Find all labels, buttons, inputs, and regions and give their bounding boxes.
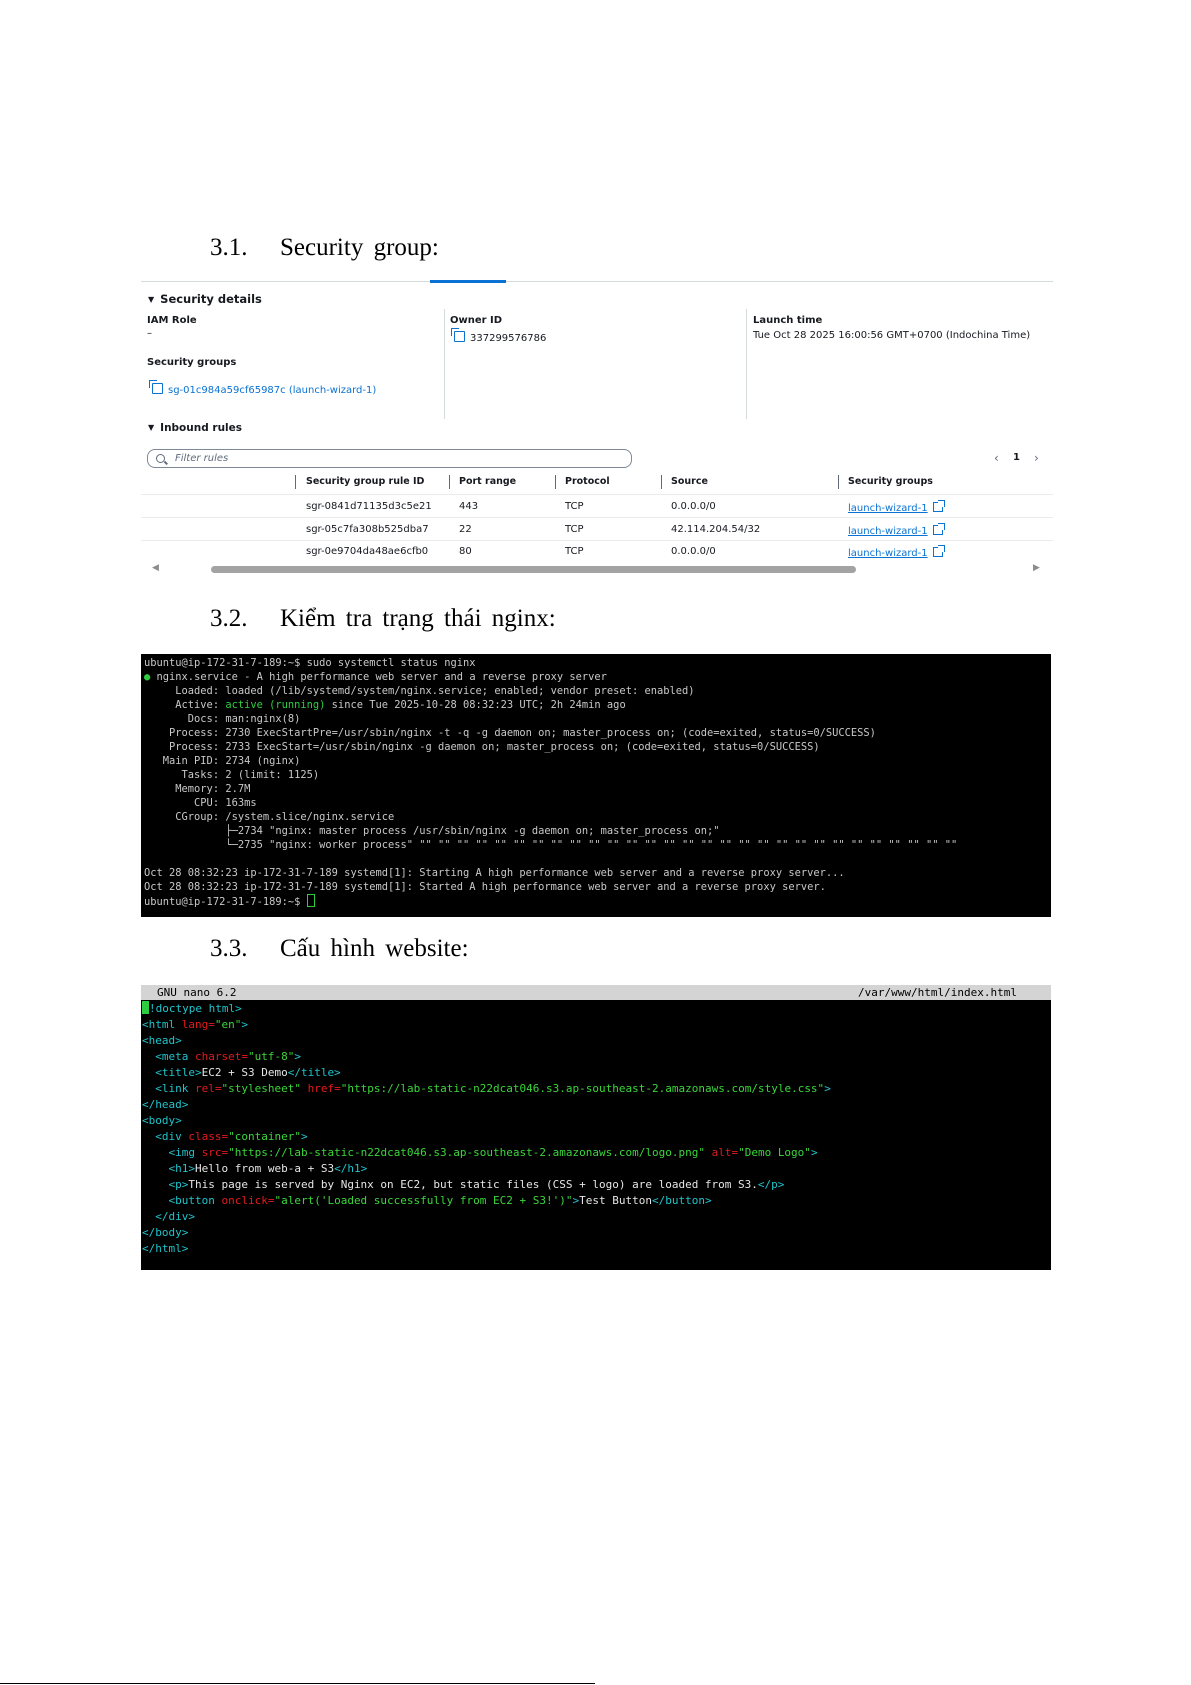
security-group-cell-text: launch-wizard-1 [848,526,928,537]
owner-id-label: Owner ID [450,315,503,326]
filter-placeholder: Filter rules [175,453,229,464]
section-heading-3-2 [210,605,556,633]
nginx-status-terminal [141,654,1051,917]
code-line: <div class="container"> [155,1130,308,1143]
scroll-left-icon[interactable]: ◀ [152,563,159,573]
page-number[interactable]: 1 [1013,452,1020,463]
external-link-icon [933,525,943,535]
launch-time-value: Tue Oct 28 2025 16:00:56 GMT+0700 (Indochina Time) [753,330,1031,341]
protocol-cell: TCP [565,501,584,512]
code-line: <body> [142,1114,182,1127]
section-title: Cấu hình website: [280,935,469,962]
terminal-line: Oct 28 08:32:23 ip-172-31-7-189 systemd[1]: Starting A high performance web server and a reverse proxy server... [144,867,845,879]
active-tab-indicator [430,280,506,283]
copy-icon[interactable] [152,383,163,394]
terminal-line: ubuntu@ip-172-31-7-189:~$ sudo systemctl status nginx [144,657,476,669]
terminal-line: Process: 2733 ExecStart=/usr/sbin/nginx -g daemon on; master_process on; (code=exited, status=0/SUCCESS) [144,741,820,753]
filter-rules-input[interactable] [147,449,632,468]
tab-divider [141,281,1053,282]
footnote-rule [0,1683,595,1684]
code-line: </div> [155,1210,195,1223]
terminal-line: ├─2734 "nginx: master process /usr/sbin/nginx -g daemon on; master_process on;" [144,825,720,837]
terminal-line: Memory: 2.7M [144,783,251,795]
column-header: Source [671,476,708,487]
service-line: nginx.service - A high performance web server and a reverse proxy server [156,671,607,683]
active-suffix: since Tue 2025-10-28 08:32:23 UTC; 2h 24min ago [325,699,626,711]
section-heading-3-3 [210,935,469,963]
active-prefix: Active: [144,699,226,711]
code-line: </head> [142,1098,189,1111]
security-groups-label: Security groups [147,357,237,368]
source-cell: 42.114.204.54/32 [671,524,761,535]
section-title: Kiểm tra trạng thái nginx: [280,605,556,632]
source-cell: 0.0.0.0/0 [671,501,716,512]
port-range-cell: 80 [459,546,472,557]
column-header: Security group rule ID [306,476,425,487]
port-range-cell: 22 [459,524,472,535]
code-line: <link rel="stylesheet" href="https://lab-static-n22dcat046.s3.ap-southeast-2.amazonaws.com/style.css"> [155,1082,831,1095]
iam-role-label: IAM Role [147,315,197,326]
column-header: Port range [459,476,517,487]
inbound-rules-title: Inbound rules [160,422,243,434]
code-line: </body> [142,1226,189,1239]
launch-time-label: Launch time [753,315,823,326]
security-group-cell-link[interactable] [848,524,943,537]
terminal-line: CGroup: /system.slice/nginx.service [144,811,395,823]
status-dot-icon: ● [144,671,151,683]
owner-id-text: 337299576786 [470,333,547,344]
caret-down-icon: ▼ [148,295,155,304]
rule-id-cell: sgr-0841d71135d3c5e21 [306,501,432,512]
column-header: Protocol [565,476,610,487]
terminal-line: Oct 28 08:32:23 ip-172-31-7-189 systemd[1]: Started A high performance web server and a reverse proxy server. [144,881,826,893]
section-number: 3.3. [210,935,248,962]
horizontal-scrollbar[interactable] [211,566,856,573]
external-link-icon [933,502,943,512]
column-separator [661,475,662,489]
inbound-rules-header[interactable] [148,422,242,434]
rule-id-cell: sgr-0e9704da48ae6cfb0 [306,546,429,557]
terminal-line: Process: 2730 ExecStartPre=/usr/sbin/nginx -t -q -g daemon on; master_process on; (code=exited, status=0/SUCCESS) [144,727,876,739]
source-cell: 0.0.0.0/0 [671,546,716,557]
aws-security-panel [141,279,1053,585]
port-range-cell: 443 [459,501,479,512]
nano-file-path: /var/www/html/index.html [858,986,1017,999]
security-details-header[interactable] [148,292,262,306]
protocol-cell: TCP [565,546,584,557]
section-title: Security group: [280,234,439,261]
section-heading-3-1 [210,234,439,262]
row-divider [141,540,1053,541]
next-page-icon[interactable]: › [1034,451,1039,465]
active-state: active (running) [225,699,326,711]
code-line: <h1>Hello from web-a + S3</h1> [168,1162,368,1175]
code-line: <html lang="en"> [142,1018,248,1031]
iam-role-value: – [147,328,152,339]
security-group-link[interactable] [152,382,376,396]
terminal-line: Main PID: 2734 (nginx) [144,755,301,767]
security-group-cell-text: launch-wizard-1 [848,548,928,559]
protocol-cell: TCP [565,524,584,535]
security-group-link-text: sg-01c984a59cf65987c (launch-wizard-1) [168,385,377,396]
code-line: <button onclick="alert('Loaded successfully from EC2 + S3!')">Test Button</button> [168,1194,712,1207]
search-icon [156,454,165,463]
code-line: <meta charset="utf-8"> [155,1050,301,1063]
row-divider [141,494,1053,495]
terminal-line: Loaded: loaded (/lib/systemd/system/nginx.service; enabled; vendor preset: enabled) [144,685,695,697]
terminal-line: Docs: man:nginx(8) [144,713,301,725]
rule-id-cell: sgr-05c7fa308b525dba7 [306,524,429,535]
security-group-cell-text: launch-wizard-1 [848,503,928,514]
nano-title-bar [141,985,1051,1000]
nano-app-name: GNU nano 6.2 [157,986,237,999]
security-group-cell-link[interactable] [848,501,943,514]
section-number: 3.1. [210,234,248,261]
external-link-icon [933,547,943,557]
column-separator [555,475,556,489]
code-line: !doctype html> [142,1001,242,1017]
final-prompt: ubuntu@ip-172-31-7-189:~$ [144,896,307,908]
copy-icon[interactable] [454,331,465,342]
row-divider [141,517,1053,518]
code-line: <p>This page is served by Nginx on EC2, but static files (CSS + logo) are loaded from S3.</p> [168,1178,785,1191]
code-line: <title>EC2 + S3 Demo</title> [155,1066,341,1079]
owner-id-value [454,330,546,344]
nano-cursor [142,1001,149,1014]
code-line: <img src="https://lab-static-n22dcat046.s3.ap-southeast-2.amazonaws.com/logo.png" alt="Demo Logo"> [168,1146,818,1159]
column-separator [838,475,839,489]
terminal-line [144,894,315,909]
terminal-cursor [307,894,315,907]
column-divider [746,309,747,419]
terminal-line [144,698,626,712]
column-separator [295,475,296,489]
terminal-line [144,670,607,684]
column-header: Security groups [848,476,933,487]
nano-editor-terminal [141,985,1051,1270]
code-line: </html> [142,1242,189,1255]
terminal-line: Tasks: 2 (limit: 1125) [144,769,320,781]
code-line: <head> [142,1034,182,1047]
terminal-line: └─2735 "nginx: worker process" "" "" "" "" "" "" "" "" "" "" "" "" "" "" "" "" "" "" "" "" "" "" "" "" "" "" "" "" "" [144,839,958,851]
scroll-right-icon[interactable]: ▶ [1033,563,1040,573]
prev-page-icon[interactable]: ‹ [994,451,999,465]
section-number: 3.2. [210,605,248,632]
security-details-title: Security details [160,292,262,306]
terminal-line: CPU: 163ms [144,797,257,809]
caret-down-icon: ▼ [148,423,155,432]
column-separator [449,475,450,489]
column-divider [444,309,445,419]
security-group-cell-link[interactable] [848,546,943,559]
